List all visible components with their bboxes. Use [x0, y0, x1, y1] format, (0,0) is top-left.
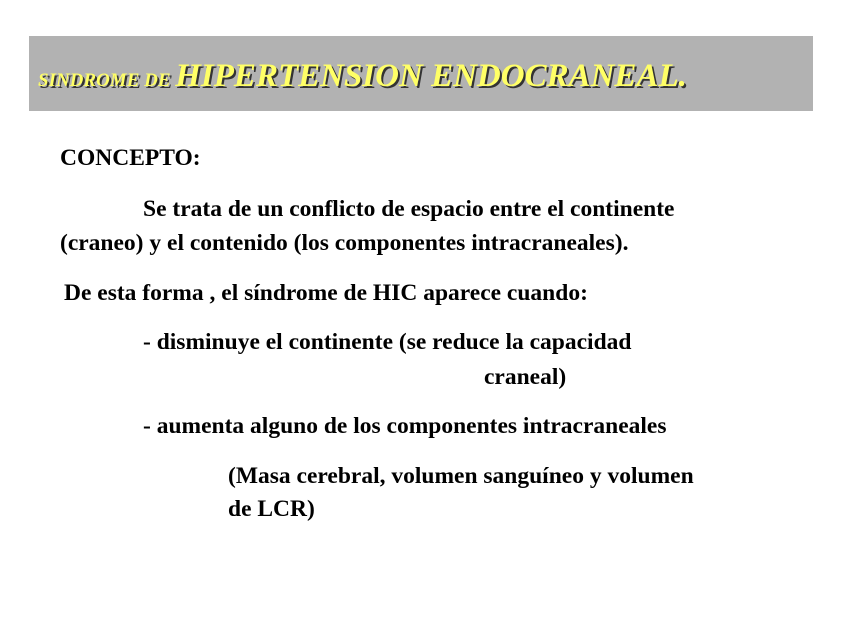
bullet-1-line-1: - disminuye el continente (se reduce la capacidad — [143, 329, 632, 355]
paragraph-1-line-2: (craneo) y el contenido (los componentes intracraneales). — [60, 230, 629, 256]
paragraph-1-line-1: Se trata de un conflicto de espacio entre el continente — [143, 196, 675, 222]
slide-title — [38, 60, 687, 93]
title-bar — [29, 36, 813, 111]
bullet-1-line-2: craneal) — [484, 364, 567, 390]
bullet-2: - aumenta alguno de los componentes intracraneales — [143, 413, 667, 439]
concept-heading: CONCEPTO: — [60, 145, 201, 171]
title-prefix: SINDROME DE — [38, 70, 176, 91]
sub-item-line-1: (Masa cerebral, volumen sanguíneo y volumen — [228, 463, 694, 489]
sub-item-line-2: de LCR) — [228, 496, 315, 522]
title-main: HIPERTENSION ENDOCRANEAL. — [175, 58, 687, 94]
paragraph-2: De esta forma , el síndrome de HIC aparece cuando: — [64, 280, 588, 306]
